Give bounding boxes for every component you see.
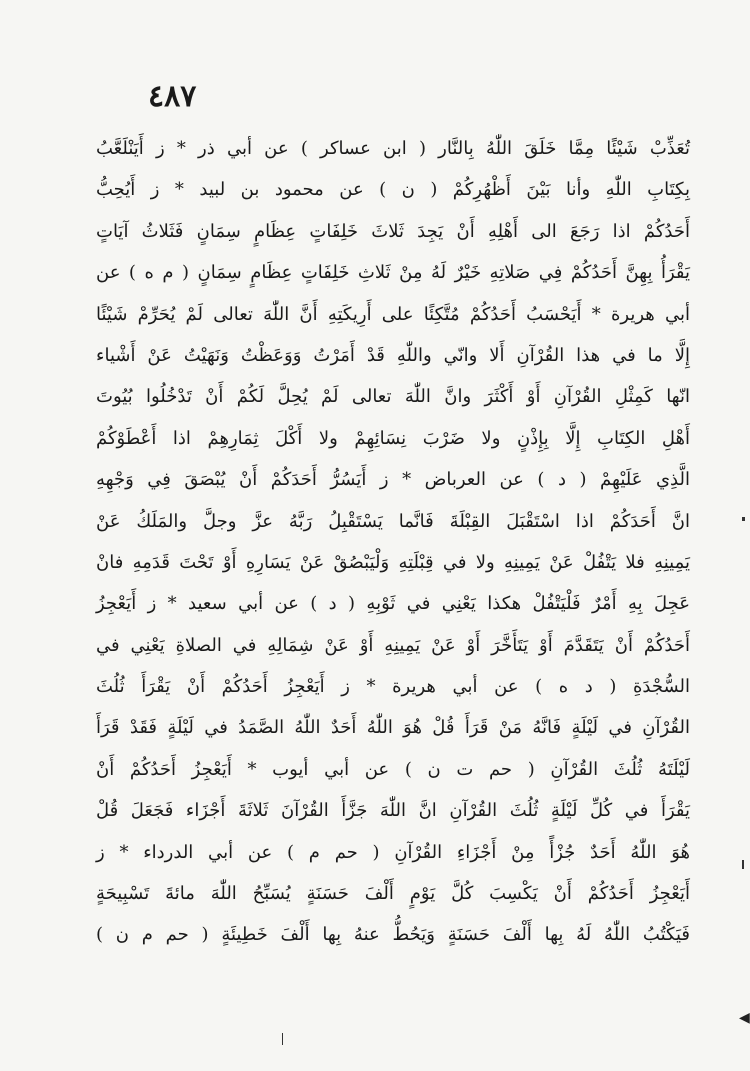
text-line: الَّذِي عَلَيْهِمْ ( د ) عن العرباض * ز أَيَسُرُّ أَحَدَكُمْ أَنْ يُبْصَقَ فِي وَجْهِهِ xyxy=(96,469,690,491)
scan-speck xyxy=(742,860,744,869)
text-line: بِكِتَابِ اللّٰهِ وأنا بَيْنَ أَظْهُرِكُمْ ( ن ) عن محمود بن لبيد * ز أَيُحِبُّ xyxy=(96,179,690,201)
text-line: أَهْلِ الكِتَابِ إِلَّا بِإِذْنٍ ولا ضَرْبَ نِسَائِهِمْ ولا أَكْلَ ثِمَارِهِمْ اذا أَعْطَوْكُمْ xyxy=(96,427,690,449)
text-line: يَقْرَأَ في كُلِّ لَيْلَةٍ ثُلُثَ القُرْآنِ انَّ اللّٰهَ جَزَّأَ القُرْآنَ ثَلاثَةَ أَجْزَاء فَجَعَلَ قُلْ xyxy=(96,800,690,822)
page-number: ٤٨٧ xyxy=(148,79,197,114)
text-line: يَقْرَأُ بِهِنَّ أَحَدُكُمْ فِي صَلاتِهِ خَيْرٌ لَهُ مِنْ ثَلاثِ خَلِفَاتٍ عِظَامٍ سِمَانٍ ( م ه ) عن xyxy=(96,262,690,284)
text-line: عَجِلَ بِهِ أَمْرٌ فَلْيَتْفُلْ هكذا يَعْنِي في ثَوْبِهِ ( د ) عن أبي سعيد * ز أَيَعْجِزُ xyxy=(96,593,690,615)
scan-margin-mark: ◀ xyxy=(739,1010,750,1026)
text-line: انّها كَمِثْلِ القُرْآنِ أَوْ أَكْثَرَ وانَّ اللّٰهَ تعالى لَمْ يُحِلَّ لَكُمْ أَنْ تَدْخُلُوا بُيُوتَ xyxy=(96,386,690,408)
text-line: فَيَكْتُبُ اللّٰهُ لَهُ بِها أَلْفَ حَسَنَةٍ وَيَحُطُّ عنهُ بِها أَلْفَ خَطِيئَةٍ ( حم م ن ) xyxy=(96,924,690,946)
scan-speck xyxy=(742,517,745,521)
text-line: يَمِينِهِ فلا يَتْفُلْ عَنْ يَمِينِهِ ولا في قِبْلَتِهِ وَلْيَبْصُقْ عَنْ يَسَارِهِ أَوْ تَحْتَ قَدَمِهِ فانْ xyxy=(96,551,690,573)
hadith-text-block xyxy=(96,128,690,956)
text-line: لَيْلَتَهُ ثُلُثَ القُرْآنِ ( حم ت ن ) عن أبي أيوب * أَيَعْجِزُ أَحَدُكُمْ أَنْ xyxy=(96,758,690,780)
text-line: أَيَعْجِزُ أَحَدُكُمْ أَنْ يَكْسِبَ كُلَّ يَوْمٍ أَلْفَ حَسَنَةٍ يُسَبِّحُ اللّٰهَ مائةَ تَسْبِيحَةٍ xyxy=(96,883,690,905)
text-line: السُّجْدَةِ ( د ه ) عن أبي هريرة * ز أَيَعْجِزُ أَحَدُكُمْ أَنْ يَقْرَأَ ثُلُثَ xyxy=(96,676,690,698)
text-line: أَحَدُكُمْ أَنْ يَتَقَدَّمَ أَوْ يَتَأَخَّرَ أَوْ عَنْ يَمِينِهِ أَوْ عَنْ شِمَالِهِ في الصلاةِ يَعْنِي في xyxy=(96,634,690,656)
text-line: تُعَذِّبْ شَيْئًا مِمَّا خَلَقَ اللّٰهُ بِالنَّار ( ابن عساكر ) عن أبي ذر * ز أَيَنْلَعَّبُ xyxy=(96,138,690,159)
text-line: أَحَدُكُمْ اذا رَجَعَ الى أَهْلِهِ أَنْ يَجِدَ ثَلاثَ خَلِفَاتٍ عِظَامٍ سِمَانٍ فَثَلاثُ آيَاتٍ xyxy=(96,220,690,242)
text-line: هُوَ اللّٰهُ أَحَدٌ جُزْأً مِنْ أَجْزَاءِ القُرْآنِ ( حم م ) عن أبي الدرداء * ز xyxy=(96,841,690,863)
text-line: إِلَّا ما في هذا القُرْآنِ أَلا وانّي واللّٰهِ قَدْ أَمَرْتُ وَوَعَظْتُ وَنَهَيْتُ عَنْ أَشْياء xyxy=(96,344,690,366)
scan-speck xyxy=(282,1033,283,1045)
text-line: القُرْآنِ في لَيْلَةٍ فَانَّهُ مَنْ قَرَأَ قُلْ هُوَ اللّٰهُ أَحَدٌ اللّٰهُ الصَّمَدُ في لَيْلَةٍ فَقَدْ قَرَأَ xyxy=(96,717,690,739)
text-line: أبي هريرة * أَيَحْسَبُ أَحَدُكُمْ مُتَّكِئًا على أَرِيكَتِهِ أَنَّ اللّٰهَ تعالى لَمْ يُحَرِّمْ شَيْئًا xyxy=(96,303,690,325)
text-line: انَّ أَحَدَكُمْ اذا اسْتَقْبَلَ القِبْلَةَ فَانَّما يَسْتَقْبِلُ رَبَّهُ عزَّ وجلَّ والمَلَكُ عَنْ xyxy=(96,510,690,532)
